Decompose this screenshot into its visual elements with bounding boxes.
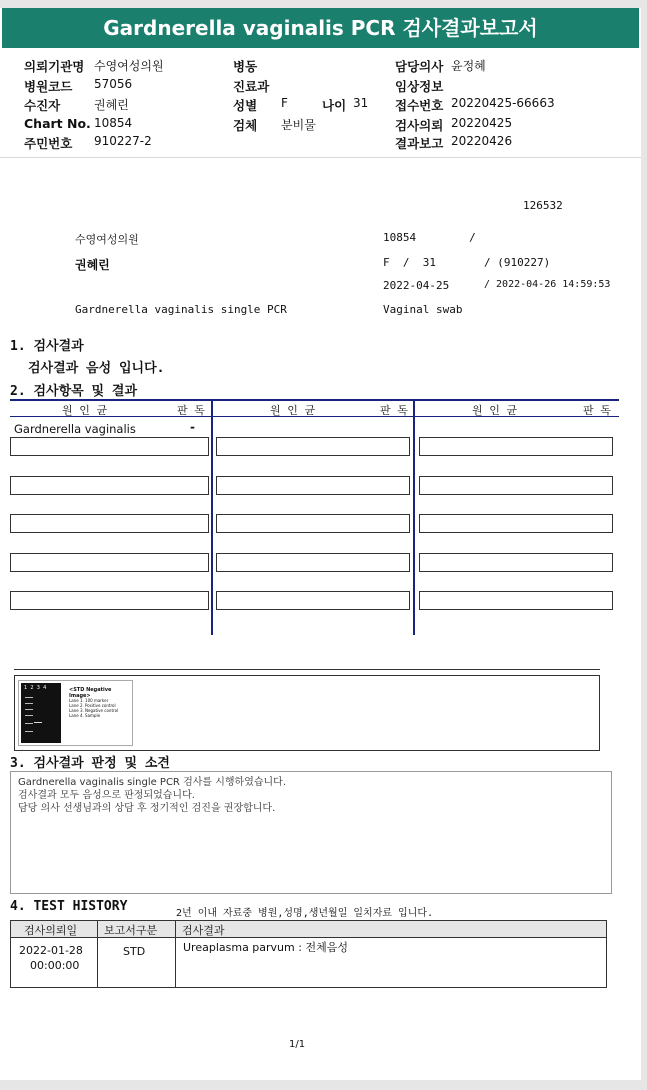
empty-cell: [216, 437, 410, 456]
col-organism-1: 원 인 균: [62, 404, 108, 417]
sex-label: 성별: [233, 98, 258, 113]
dept-label: 진료과: [233, 79, 270, 94]
summary-test-name: Gardnerella vaginalis single PCR: [75, 303, 287, 316]
table-divider-1: [211, 400, 213, 635]
page-number: 1/1: [289, 1039, 306, 1050]
summary-date-reported: / 2022-04-26 14:59:53: [484, 279, 611, 290]
hospital-code-value: 57056: [94, 77, 133, 91]
report-title: Gardnerella vaginalis PCR 검사결과보고서: [2, 8, 639, 48]
institution-label: 의뢰기관명: [24, 59, 85, 74]
history-header-row: [11, 921, 606, 938]
summary-birth: / (910227): [484, 256, 551, 269]
marker-band: [25, 703, 33, 704]
section1-title: 1. 검사결과: [10, 339, 84, 354]
empty-cell: [10, 514, 209, 533]
empty-cell: [419, 591, 613, 610]
gel-lane3: Lane 3. Negative control: [69, 708, 119, 713]
summary-chart: 10854 /: [383, 231, 476, 244]
patient-label: 수진자: [24, 98, 61, 113]
report-value: 20220426: [451, 134, 513, 148]
history-table: [10, 920, 607, 988]
empty-cell: [419, 553, 613, 572]
col-result-3: 판 독: [583, 404, 611, 417]
gel-lane4: Lane 4. Sample: [69, 713, 101, 718]
history-row-time: 00:00:00: [30, 959, 80, 972]
summary-code: 126532: [523, 199, 563, 212]
top-border: [0, 0, 647, 8]
receipt-label: 접수번호: [395, 98, 444, 113]
clinical-label: 임상정보: [395, 79, 444, 94]
marker-band: [25, 715, 33, 716]
institution-value: 수영여성의원: [94, 59, 164, 73]
lane-numbers: 1 2 3 4: [24, 685, 47, 691]
ward-label: 병동: [233, 59, 258, 74]
history-note: 2년 이내 자료중 병원,성명,생년월일 일치자료 입니다.: [176, 908, 434, 919]
history-col-date: 검사의뢰일: [24, 924, 78, 937]
empty-cell: [216, 514, 410, 533]
bottom-border: [0, 1080, 647, 1090]
summary-sex-age: F / 31: [383, 256, 436, 269]
empty-cell: [216, 476, 410, 495]
empty-cell: [10, 476, 209, 495]
image-top-rule: [14, 669, 600, 670]
gel-image: [21, 683, 61, 743]
col-result-2: 판 독: [380, 404, 408, 417]
summary-specimen: Vaginal swab: [383, 303, 463, 316]
history-divider-1: [97, 921, 98, 987]
row1-result: -: [190, 420, 195, 434]
header-divider: [0, 157, 641, 158]
report-label: 결과보고: [395, 136, 444, 151]
comment-line-1: Gardnerella vaginalis single PCR 검사를 시행하였습니다.: [18, 777, 287, 788]
section2-title: 2. 검사항목 및 결과: [10, 384, 138, 399]
chart-value: 10854: [94, 116, 133, 130]
id-value: 910227-2: [94, 134, 152, 148]
doctor-label: 담당의사: [395, 59, 444, 74]
marker-band: [25, 731, 33, 732]
chart-label: Chart No.: [24, 116, 91, 131]
receipt-value: 20220425-66663: [451, 96, 555, 110]
age-label: 나이: [322, 98, 347, 113]
empty-cell: [419, 514, 613, 533]
id-label: 주민번호: [24, 136, 73, 151]
history-row-result: Ureaplasma parvum : 전체음성: [183, 941, 348, 954]
specimen-value: 분비물: [281, 118, 316, 132]
request-label: 검사의뢰: [395, 118, 444, 133]
col-result-1: 판 독: [177, 404, 205, 417]
gel-lane1: Lane 1. 100 marker: [69, 698, 109, 703]
summary-patient: 권혜린: [75, 258, 110, 272]
col-organism-3: 원 인 균: [472, 404, 518, 417]
empty-cell: [216, 553, 410, 572]
section4-title: 4. TEST HISTORY: [10, 899, 128, 914]
history-row-date: 2022-01-28: [19, 944, 83, 957]
gel-lane2: Lane 2. Positive control: [69, 703, 116, 708]
marker-band: [25, 709, 33, 710]
history-divider-2: [175, 921, 176, 987]
empty-cell: [10, 437, 209, 456]
section3-title: 3. 검사결과 판정 및 소견: [10, 756, 170, 771]
empty-cell: [216, 591, 410, 610]
specimen-label: 검체: [233, 118, 258, 133]
col-organism-2: 원 인 균: [270, 404, 316, 417]
empty-cell: [10, 591, 209, 610]
hospital-code-label: 병원코드: [24, 79, 73, 94]
scrollbar-track[interactable]: [641, 0, 647, 1090]
summary-institution: 수영여성의원: [75, 233, 139, 246]
empty-cell: [10, 553, 209, 572]
table-top-line: [10, 399, 619, 401]
comment-line-2: 검사결과 모두 음성으로 판정되었습니다.: [18, 790, 195, 801]
section1-text: 검사결과 음성 입니다.: [28, 361, 165, 376]
gel-caption-title: <STD Negative Image>: [69, 687, 112, 699]
age-value: 31: [353, 96, 369, 110]
patient-value: 권혜린: [94, 98, 129, 112]
history-col-type: 보고서구분: [104, 924, 158, 937]
comment-box: [10, 771, 612, 894]
comment-line-3: 담당 의사 선생님과의 상담 후 정기적인 검진을 권장합니다.: [18, 803, 276, 814]
table-divider-2: [413, 400, 415, 635]
sex-value: F: [281, 96, 288, 110]
empty-cell: [419, 437, 613, 456]
summary-date-received: 2022-04-25: [383, 279, 450, 292]
history-row-type: STD: [123, 945, 146, 958]
history-col-result: 검사결과: [182, 924, 225, 937]
doctor-value: 윤정혜: [451, 59, 486, 73]
request-value: 20220425: [451, 116, 513, 130]
gel-image-thumbnail[interactable]: [18, 680, 133, 746]
marker-band: [25, 697, 33, 698]
row1-organism: Gardnerella vaginalis: [14, 422, 136, 436]
marker-band: [25, 723, 33, 724]
positive-band: [34, 722, 42, 723]
empty-cell: [419, 476, 613, 495]
